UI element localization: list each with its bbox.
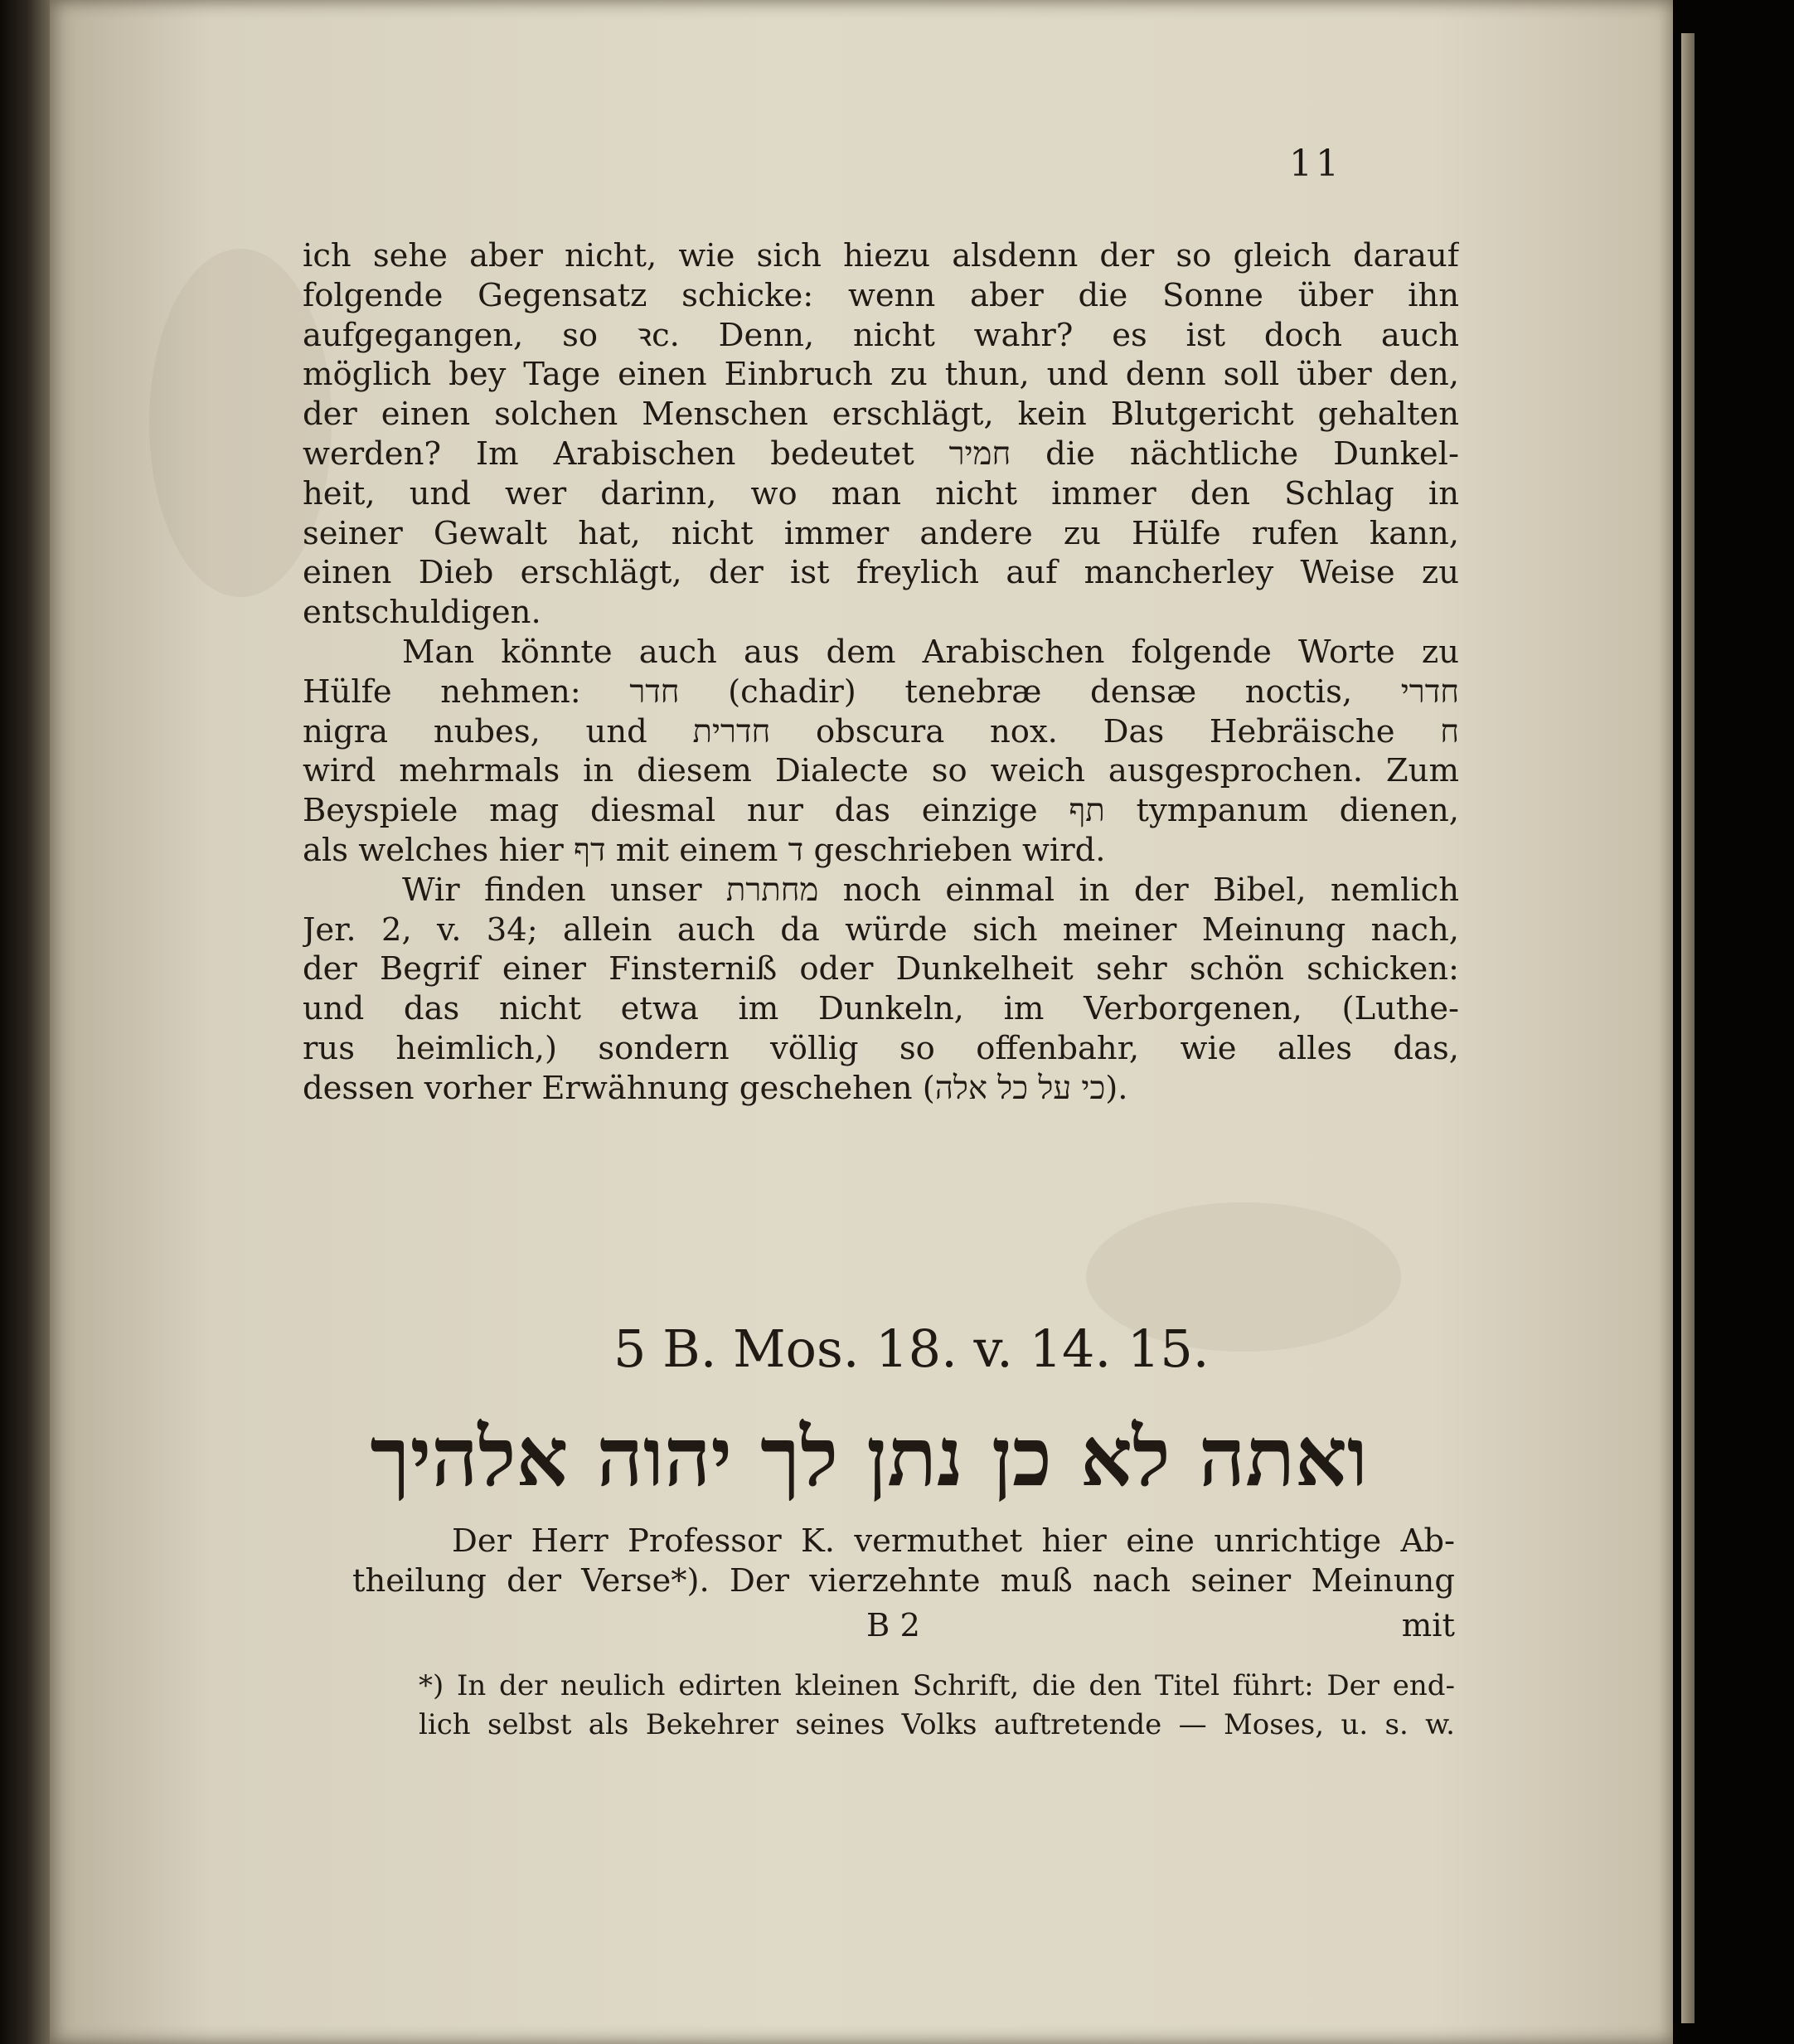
text-line: aufgegangen, so ꝛc. Denn, nicht wahr? es ist doch auch — [303, 316, 1459, 354]
text-line: Hülfe nehmen: חדר (chadir) tenebræ densæ noctis, חדרי — [303, 672, 1459, 711]
text-line: rus heimlich,) sondern völlig so offenbahr, wie alles das, — [303, 1029, 1459, 1067]
text-line: Jer. 2, v. 34; allein auch da würde sich meiner Meinung nach, — [303, 910, 1459, 949]
text-line: theilung der Verse*). Der vierzehnte muß nach seiner Meinung — [352, 1561, 1455, 1600]
page-number: 11 — [1289, 143, 1342, 185]
text-line: seiner Gewalt hat, nicht immer andere zu Hülfe rufen kann, — [303, 514, 1459, 552]
text-line: Wir finden unser מחתרת noch einmal in der Bibel, nemlich — [402, 871, 1459, 909]
book-page — [50, 0, 1673, 2044]
text-line: werden? Im Arabischen bedeutet חמיר die nächtliche Dunkel- — [303, 435, 1459, 473]
footnote — [419, 1667, 1455, 1745]
text-line: der einen solchen Menschen erschlägt, kein Blutgericht gehalten — [303, 396, 1459, 434]
hebrew-verse: ואתה לא כן נתן לך יהוה אלהיך — [370, 1410, 1368, 1505]
text-line: Man könnte auch aus dem Arabischen folgende Worte zu — [402, 633, 1459, 671]
main-text — [303, 236, 1459, 1109]
text-line: der Begrif einer Finsterniß oder Dunkelheit sehr schön schicken: — [303, 950, 1459, 988]
text-line: folgende Gegensatz schicke: wenn aber die Sonne über ihn — [303, 276, 1459, 314]
book-gutter — [0, 0, 50, 2044]
footnote-line: lich selbst als Bekehrer seines Volks auftretende — Moses, u. s. w. — [419, 1708, 1455, 1741]
signature-mark: B 2 — [866, 1607, 921, 1644]
text-line: wird mehrmals in diesem Dialecte so weich ausgesprochen. Zum — [303, 752, 1459, 790]
page-edge — [1681, 33, 1695, 2023]
text-line: ich sehe aber nicht, wie sich hiezu alsdenn der so gleich darauf — [303, 237, 1459, 274]
text-line: als welches hier דף mit einem ד geschrieben wird. — [303, 831, 1106, 869]
text-line: nigra nubes, und חדרית obscura nox. Das Hebräische ח — [303, 712, 1459, 750]
catchword: mit — [1401, 1607, 1455, 1644]
text-line: Der Herr Professor K. vermuthet hier eine unrichtige Ab- — [452, 1522, 1455, 1560]
text-line: entschuldigen. — [303, 594, 541, 632]
text-line: und das nicht etwa im Dunkeln, im Verborgenen, (Luthe- — [303, 990, 1459, 1028]
footnote-line: *) In der neulich edirten kleinen Schrift, die den Titel führt: Der end- — [419, 1669, 1455, 1702]
text-line: möglich bey Tage einen Einbruch zu thun, und denn soll über den, — [303, 356, 1459, 394]
text-line: heit, und wer darinn, wo man nicht immer den Schlag in — [303, 474, 1459, 512]
section-heading: 5 B. Mos. 18. v. 14. 15. — [613, 1318, 1210, 1379]
text-line: dessen vorher Erwähnung geschehen (כי על כל אלה). — [303, 1069, 1128, 1107]
text-line: einen Dieb erschlägt, der ist freylich auf mancherley Weise zu — [303, 554, 1459, 592]
text-line: Beyspiele mag diesmal nur das einzige תף tympanum dienen, — [303, 792, 1459, 830]
section-text — [352, 1522, 1455, 1601]
